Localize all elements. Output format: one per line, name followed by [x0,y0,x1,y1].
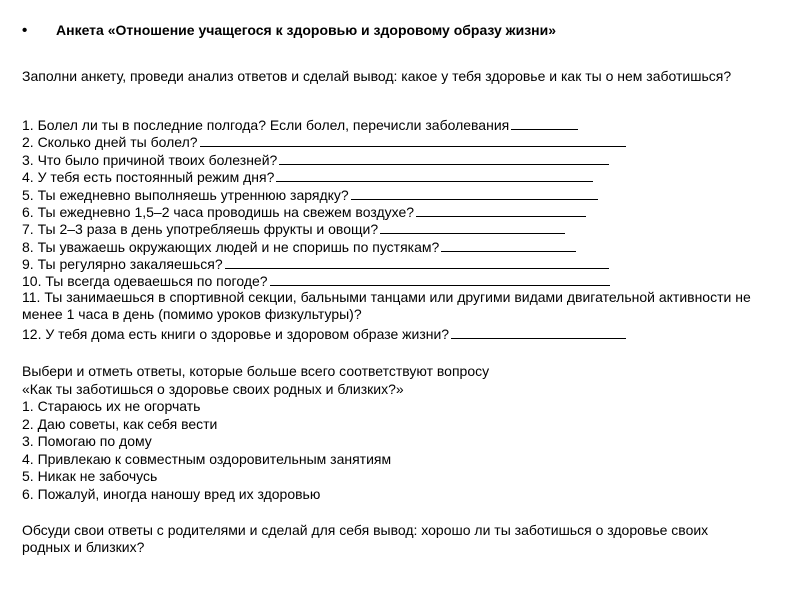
question-text: 6. Ты ежедневно 1,5–2 часа проводишь на свежем воздухе? [22,204,415,220]
answer-blank[interactable] [279,150,609,165]
instruction-text: Заполни анкету, проведи анализ ответов и сделай вывод: какое у тебя здоровье и как ты о нем заботишься? [22,68,732,84]
conclusion-text: Обсуди свои ответы с родителями и сделай для себя вывод: хорошо ли ты заботишься о здоровье своих родных и близких? [22,522,709,555]
answer-blank[interactable] [441,237,576,252]
question-row-multiline [22,289,752,323]
question-text: 1. Болел ли ты в последние полгода? Если болел, перечисли заболевания [22,117,510,133]
page-title: Анкета «Отношение учащегося к здоровью и здоровому образу жизни» [56,22,557,38]
choice-item[interactable]: 5. Никак не забочусь [22,468,158,484]
choice-question: «Как ты заботишься о здоровье своих родных и близких?» [22,381,404,397]
choice-item[interactable]: 3. Помогаю по дому [22,433,152,449]
question-row [22,219,565,238]
question-text: 4. У тебя есть постоянный режим дня? [22,169,275,185]
question-row [22,167,593,186]
answer-blank[interactable] [225,254,609,269]
choice-item[interactable]: 2. Даю советы, как себя вести [22,416,218,432]
answer-blank[interactable] [511,115,578,130]
choice-item[interactable]: 4. Привлекаю к совместным оздоровительным занятиям [22,451,392,467]
question-row [22,132,626,151]
title-bullet-icon: • [22,22,28,39]
answer-blank[interactable] [200,132,626,147]
answer-blank[interactable] [351,185,598,200]
choice-item[interactable]: 6. Пожалуй, иногда наношу вред их здоровью [22,486,321,502]
question-text: 7. Ты 2–3 раза в день употребляешь фрукты и овощи? [22,221,379,237]
answer-blank[interactable] [380,219,565,234]
question-text: 11. Ты занимаешься в спортивной секции, бальными танцами или другими видами двигательной активности не менее 1 часа в день (помимо уроков физкультуры)? [22,289,751,322]
answer-blank[interactable] [270,271,610,286]
question-text: 9. Ты регулярно закаляешься? [22,256,223,272]
question-text: 3. Что было причиной твоих болезней? [22,152,278,168]
title-row [22,22,782,39]
question-text: 12. У тебя дома есть книги о здоровье и здоровом образе жизни? [22,326,450,342]
question-text: 5. Ты ежедневно выполняешь утреннюю зарядку? [22,187,349,203]
question-text: 10. Ты всегда одеваешься по погоде? [22,273,268,289]
question-row [22,271,610,290]
answer-blank[interactable] [416,202,586,217]
question-text: 2. Сколько дней ты болел? [22,134,198,150]
question-row [22,324,626,343]
question-text: 8. Ты уважаешь окружающих людей и не споришь по пустякам? [22,239,440,255]
answer-blank[interactable] [451,324,626,339]
choice-item[interactable]: 1. Стараюсь их не огорчать [22,398,201,414]
choice-prompt: Выбери и отметь ответы, которые больше всего соответствуют вопросу [22,363,490,379]
answer-blank[interactable] [276,167,593,182]
